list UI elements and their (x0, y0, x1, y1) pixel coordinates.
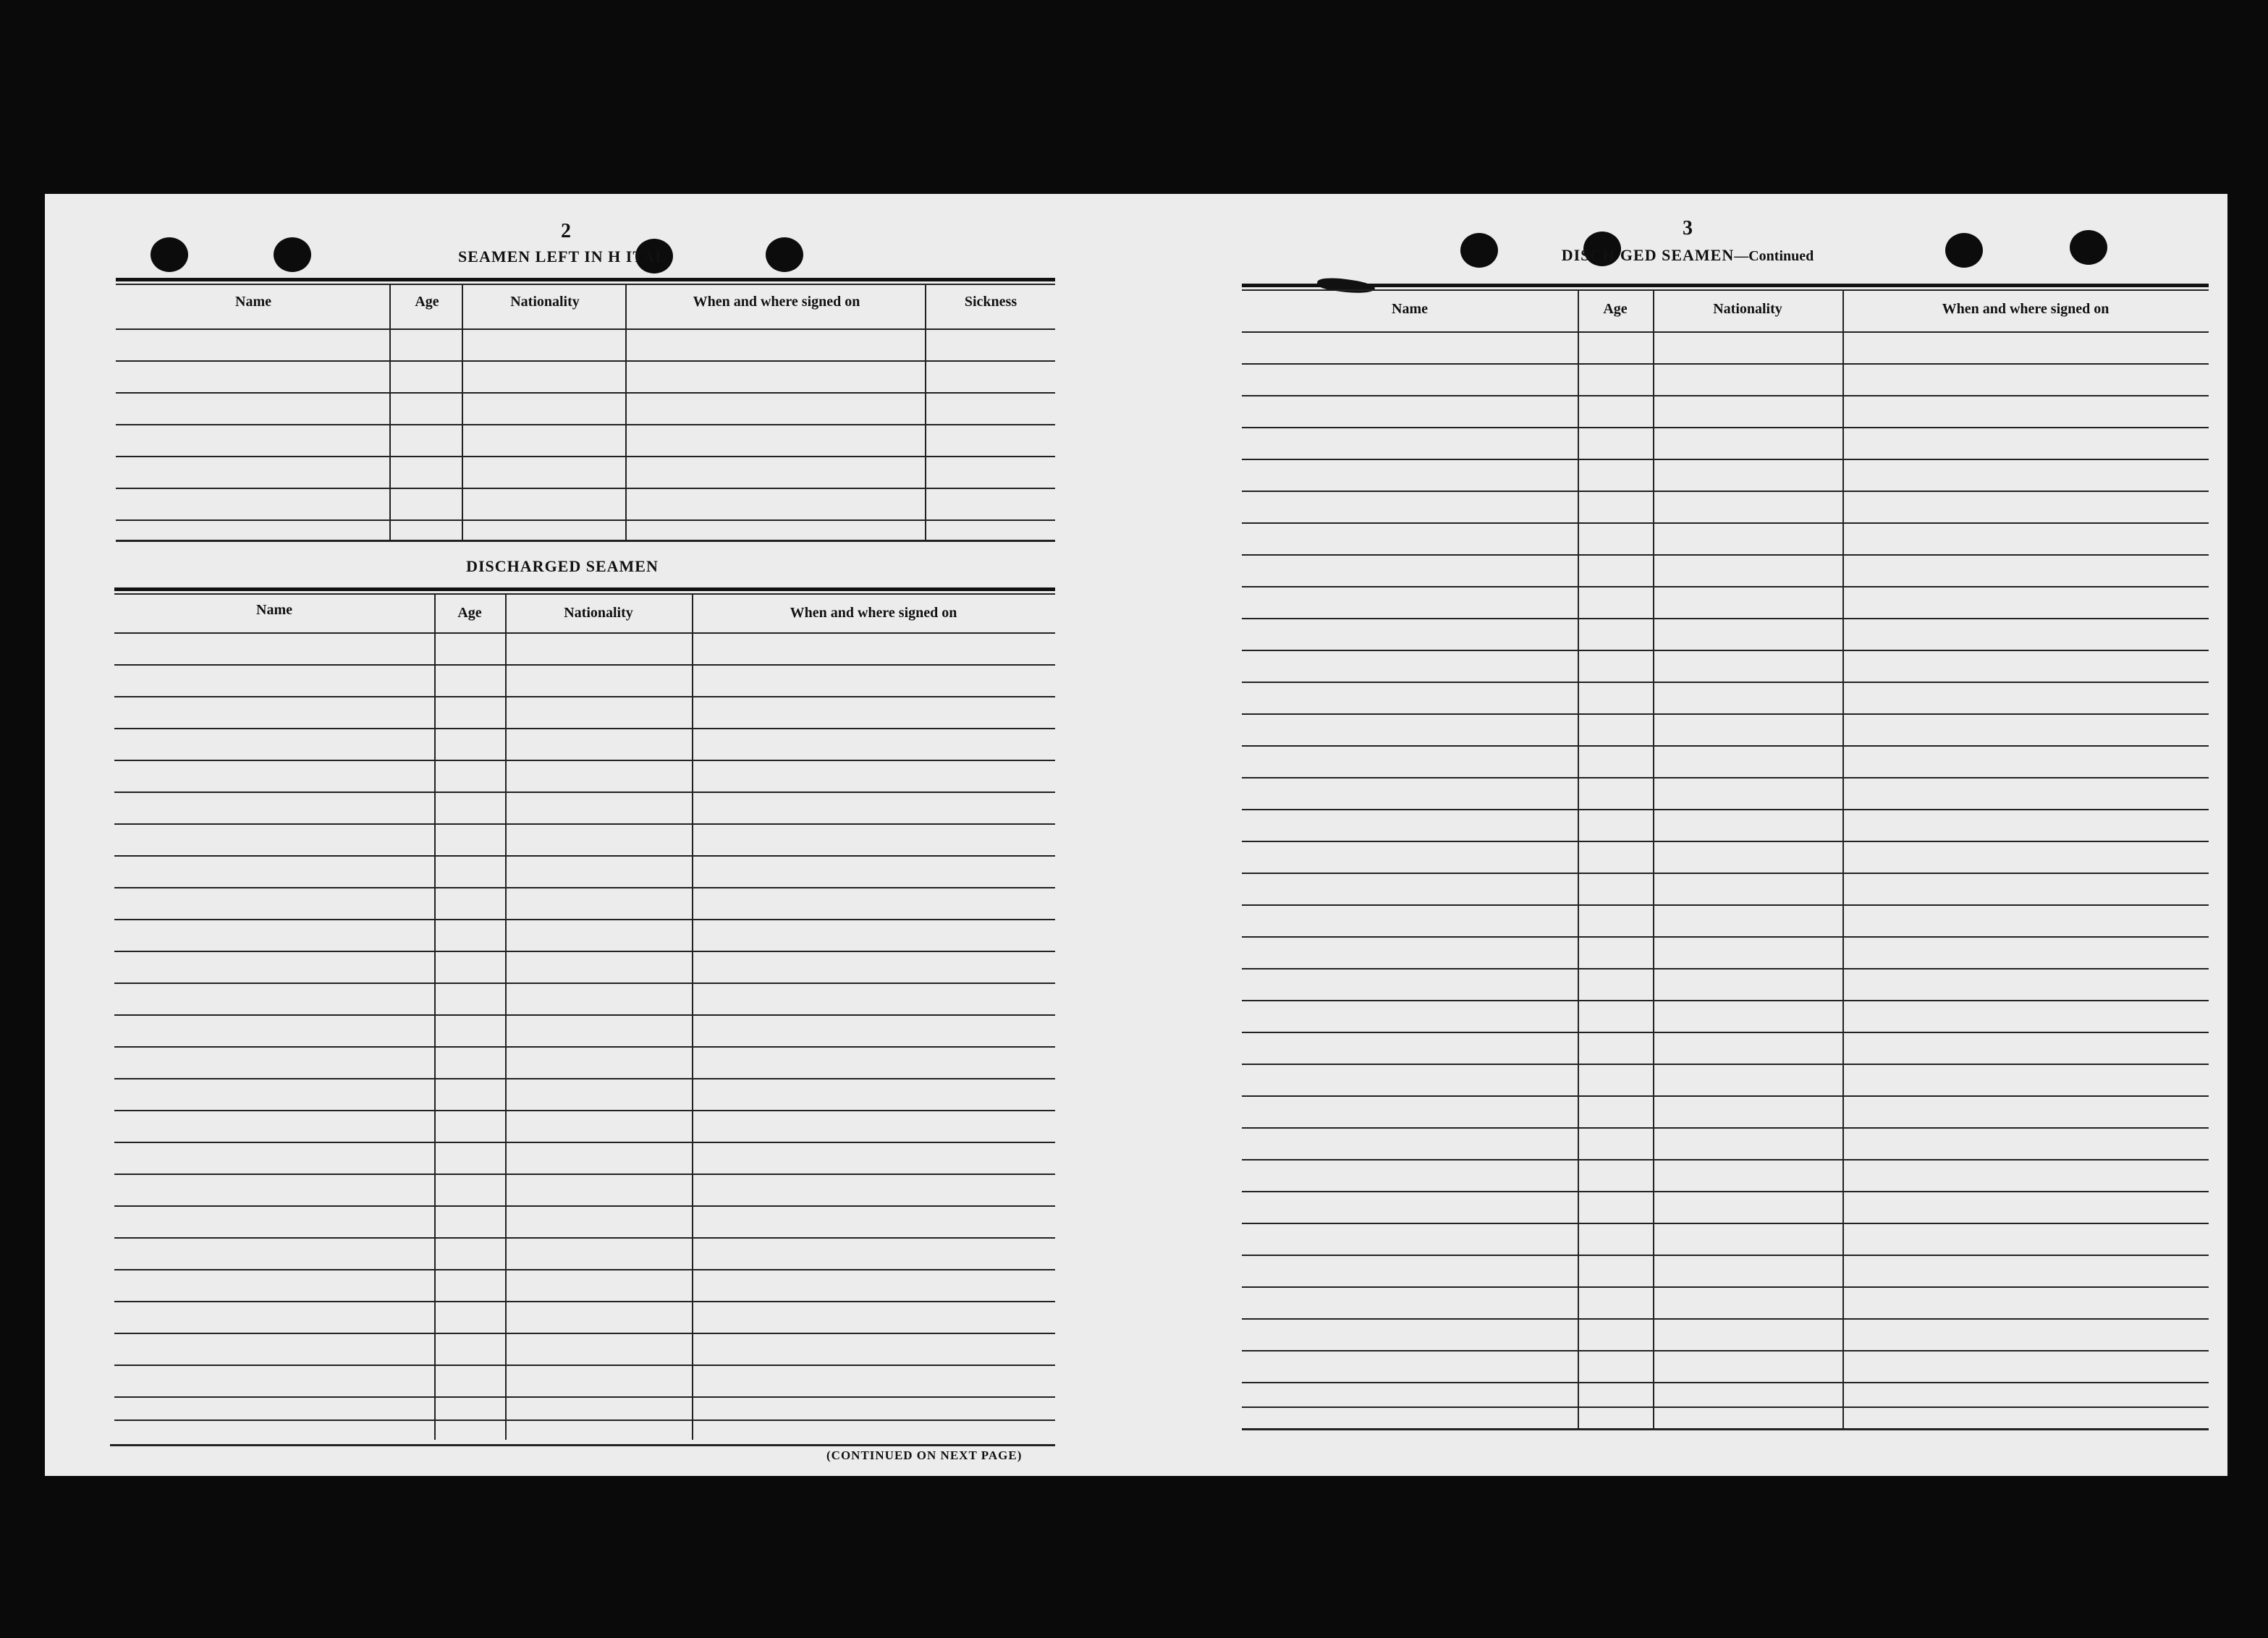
title-continued: —Continued (1734, 248, 1814, 264)
section-title-discharged-continued (1521, 246, 1854, 265)
column-header-when-where-signed-on: When and where signed on (693, 294, 860, 310)
binder-hole (1460, 233, 1498, 268)
page-number: 2 (561, 220, 571, 242)
discharged-table-right (1242, 284, 2209, 1441)
column-header-when-where-signed-on: When and where signed on (1942, 301, 2110, 317)
title-main: DISCH GED SEAMEN (1561, 246, 1735, 264)
column-header-age: Age (457, 605, 482, 621)
section-title-discharged: DISCHARGED SEAMEN (466, 557, 659, 575)
section-title-hospital: SEAMEN LEFT IN H ITAL (458, 247, 667, 266)
binder-hole (766, 237, 803, 272)
column-header-nationality: Nationality (1713, 301, 1782, 317)
discharged-table-left (114, 587, 1055, 1638)
column-header-sickness: Sickness (964, 294, 1017, 310)
page-number: 3 (1683, 217, 1693, 239)
binder-hole (1945, 233, 1983, 268)
binder-hole (2070, 230, 2107, 265)
column-header-age: Age (415, 294, 439, 310)
column-header-age: Age (1603, 301, 1628, 317)
column-header-when-where-signed-on: When and where signed on (790, 605, 957, 621)
binder-hole (151, 237, 188, 272)
left-page (45, 194, 1101, 1476)
continued-footer: (CONTINUED ON NEXT PAGE) (826, 1448, 1023, 1462)
column-header-nationality: Nationality (564, 605, 633, 621)
column-header-name: Name (256, 602, 292, 618)
binder-hole (274, 237, 311, 272)
hospital-table (116, 278, 1055, 541)
column-header-name: Name (235, 294, 271, 310)
right-page (1145, 194, 2227, 1476)
column-header-name: Name (1392, 301, 1428, 317)
document-sheet (45, 194, 2227, 1476)
column-header-nationality: Nationality (510, 294, 580, 310)
